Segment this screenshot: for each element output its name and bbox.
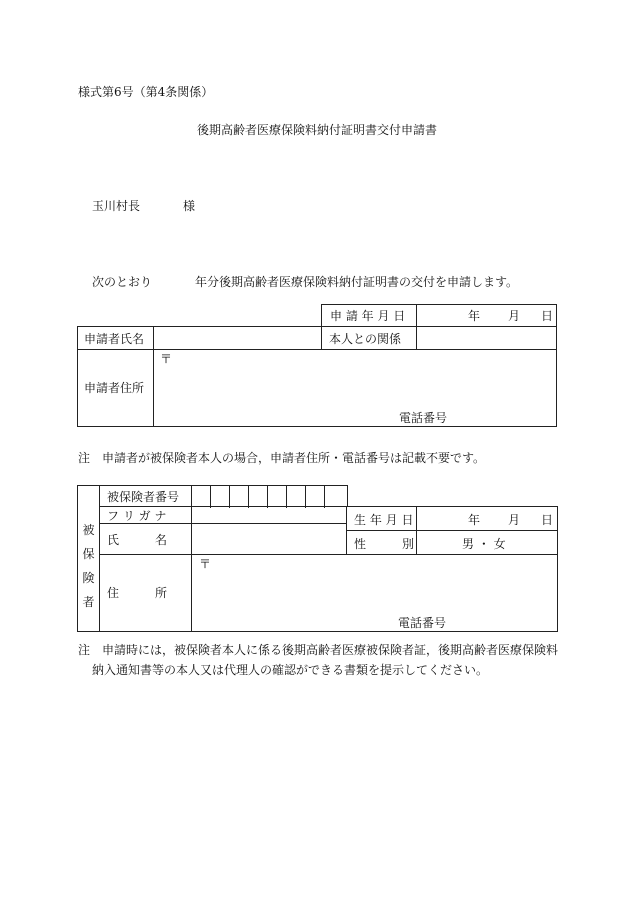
insured-number-field[interactable] xyxy=(191,485,348,507)
applicant-phone-label: 電話番号 xyxy=(399,411,448,425)
insured-number-label: 被保険者番号 xyxy=(107,490,180,504)
insured-number-digit-divider xyxy=(229,486,230,508)
insured-section-char-1: 被 xyxy=(82,523,95,537)
birthdate-year: 年 xyxy=(468,513,481,527)
sex-label: 性 別 xyxy=(354,537,415,551)
insured-section-char-2: 保 xyxy=(82,547,95,561)
relation-field[interactable] xyxy=(416,326,557,350)
request-body: 年分後期高齢者医療保険料納付証明書の交付を申請します。 xyxy=(195,275,519,289)
insured-address-label-cell xyxy=(99,554,192,632)
insured-section-char-3: 険 xyxy=(82,571,95,585)
application-date-field[interactable] xyxy=(416,304,557,327)
note-insured-line-1: 注 申請時には，被保険者本人に係る後期高齢者医療被保険者証，後期高齢者医療保険料 xyxy=(78,643,559,657)
sex-options: 男 ・ 女 xyxy=(462,537,506,551)
application-date-label: 申 請 年 月 日 xyxy=(330,309,406,323)
applicant-table xyxy=(77,304,557,427)
addressee-name: 玉川村長 xyxy=(92,199,141,213)
insured-section-label-cell xyxy=(77,485,100,632)
note-applicant: 注 申請者が被保険者本人の場合，申請者住所・電話番号は記載不要です。 xyxy=(78,451,486,465)
insured-name-label: 氏 名 xyxy=(107,533,168,547)
sex-field[interactable] xyxy=(416,530,558,555)
insured-section-char-4: 者 xyxy=(82,595,95,609)
insured-phone-label: 電話番号 xyxy=(398,616,447,630)
insured-number-label-cell xyxy=(99,485,192,507)
insured-table xyxy=(77,485,558,632)
applicant-name-field[interactable] xyxy=(153,326,322,350)
insured-name-label-cell xyxy=(99,523,192,555)
furigana-label-cell xyxy=(99,506,192,524)
insured-address-field[interactable] xyxy=(191,554,558,632)
application-date-label-cell xyxy=(321,304,417,327)
insured-number-digit-divider xyxy=(305,486,306,508)
insured-number-digit-divider xyxy=(286,486,287,508)
insured-number-digit-divider xyxy=(267,486,268,508)
insured-number-digit-divider xyxy=(324,486,325,508)
insured-name-field[interactable] xyxy=(191,523,347,555)
applicant-postal-mark: 〒 xyxy=(160,352,173,366)
document-title: 後期高齢者医療保険料納付証明書交付申請書 xyxy=(197,123,438,137)
applicant-name-label-cell xyxy=(77,326,154,350)
applicant-address-label: 申請者住所 xyxy=(84,381,145,395)
insured-postal-mark: 〒 xyxy=(199,557,212,571)
note-insured-line-2: 納入通知書等の本人又は代理人の確認ができる書類を提示してください。 xyxy=(92,663,489,677)
birthdate-field[interactable] xyxy=(416,506,558,531)
insured-number-digit-divider xyxy=(248,486,249,508)
applicant-address-label-cell xyxy=(77,349,154,427)
application-date-month: 月 xyxy=(508,309,521,323)
relation-label: 本人との関係 xyxy=(329,332,402,346)
insured-number-digit-divider xyxy=(210,486,211,508)
birthdate-label: 生 年 月 日 xyxy=(354,513,414,527)
birthdate-month: 月 xyxy=(508,513,521,527)
form-number: 様式第6号（第4条関係） xyxy=(78,85,214,99)
relation-label-cell xyxy=(321,326,417,350)
application-date-year: 年 xyxy=(468,309,481,323)
birthdate-label-cell xyxy=(346,506,417,531)
request-prefix: 次のとおり xyxy=(92,275,153,289)
insured-address-label: 住 所 xyxy=(107,586,168,600)
application-date-day: 日 xyxy=(541,309,554,323)
applicant-address-field[interactable] xyxy=(153,349,557,427)
applicant-name-label: 申請者氏名 xyxy=(84,332,145,346)
furigana-label: フ リ ガ ナ xyxy=(107,509,167,523)
birthdate-day: 日 xyxy=(541,513,554,527)
sex-label-cell xyxy=(346,530,417,555)
furigana-field[interactable] xyxy=(191,506,347,524)
addressee-honorific: 様 xyxy=(183,199,196,213)
